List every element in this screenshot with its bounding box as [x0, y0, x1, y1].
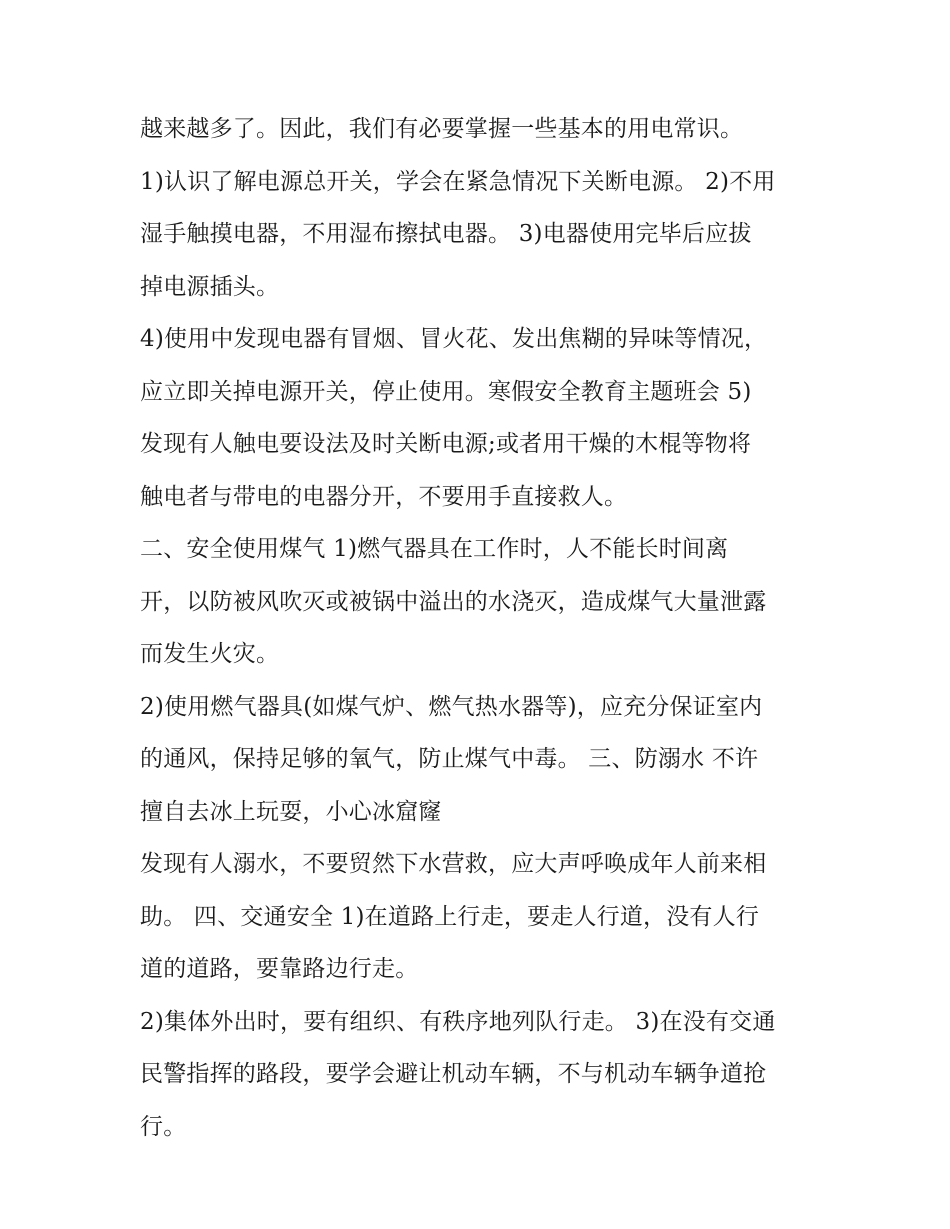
text-line-3: 湿手触摸电器，不用湿布擦拭电器。 3)电器使用完毕后应拔 [140, 221, 752, 247]
text-line-1: 越来越多了。因此，我们有必要掌握一些基本的用电常识。 [140, 116, 744, 142]
text-line-12: 2)使用燃气器具(如煤气炉、燃气热水器等)，应充分保证室内 [140, 693, 763, 720]
text-line-10: 开，以防被风吹灭或被锅中溢出的水浇灭，造成煤气大量泄露 [140, 588, 767, 615]
text-line-2: 1)认识了解电源总开关，学会在紧急情况下关断电源。 2)不用 [140, 168, 776, 195]
text-line-11: 而发生火灾。 [140, 641, 280, 667]
document-page [140, 110, 820, 1160]
text-line-18: 2)集体外出时，要有组织、有秩序地列队行走。 3)在没有交通 [140, 1008, 776, 1035]
text-line-9: 二、安全使用煤气 1)燃气器具在工作时，人不能长时间离 [140, 536, 729, 562]
text-line-20: 行。 [140, 1113, 187, 1140]
text-line-14: 擅自去冰上玩耍，小心冰窟窿 [140, 798, 442, 825]
text-line-4: 掉电源插头。 [140, 273, 280, 300]
text-line-8: 触电者与带电的电器分开，不要用手直接救人。 [140, 483, 628, 510]
text-line-19: 民警指挥的路段，要学会避让机动车辆，不与机动车辆争道抢 [140, 1061, 767, 1087]
text-line-7: 发现有人触电要设法及时关断电源;或者用干燥的木棍等物将 [140, 431, 752, 457]
text-line-17: 道的道路，要靠路边行走。 [140, 956, 419, 982]
text-line-15: 发现有人溺水，不要贸然下水营救，应大声呼唤成年人前来相 [140, 851, 767, 877]
text-line-6: 应立即关掉电源开关，停止使用。寒假安全教育主题班会 5) [140, 378, 752, 405]
text-line-5: 4)使用中发现电器有冒烟、冒火花、发出焦糊的异味等情况， [140, 326, 768, 352]
text-line-13: 的通风，保持足够的氧气，防止煤气中毒。 三、防溺水 不许 [140, 746, 759, 772]
text-line-16: 助。 四、交通安全 1)在道路上行走，要走人行道，没有人行 [140, 903, 760, 930]
